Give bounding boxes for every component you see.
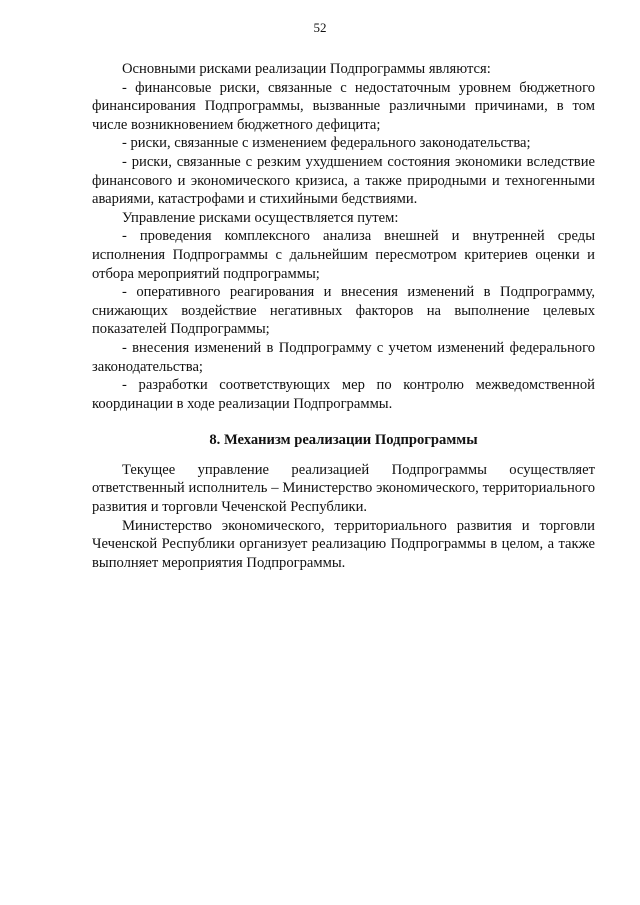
page-content [92, 60, 595, 572]
risk-item-financial: - финансовые риски, связанные с недостаточным уровнем бюджетного финансирования Подпрограммы, вызванные различными причинами, в том числе возникновением бюджетного дефицита; [92, 79, 595, 133]
risk-item-legislation: - риски, связанные с изменением федерального законодательства; [122, 135, 531, 152]
section-paragraph-ministry-organizes: Министерство экономического, территориального развития и торговли Чеченской Республики организует реализацию Подпрограммы в целом, а также выполняет мероприятия Подпрограммы. [92, 517, 595, 571]
management-intro: Управление рисками осуществляется путем: [122, 209, 399, 226]
section-heading: 8. Механизм реализации Подпрограммы [209, 432, 478, 449]
management-item-legislation-changes: - внесения изменений в Подпрограмму с учетом изменений федерального законодательства; [92, 339, 595, 375]
page-number: 52 [313, 20, 327, 35]
risks-intro: Основными рисками реализации Подпрограммы являются: [122, 61, 491, 77]
section-paragraph-current-management: Текущее управление реализацией Подпрограммы осуществляет ответственный исполнитель – Министерство экономического, территориального развития и торговли Чеченской Республики. [92, 461, 595, 516]
management-item-operative-response: - оперативного реагирования и внесения изменений в Подпрограмму, снижающих воздействие негативных факторов на выполнение целевых показателей Подпрограммы; [92, 284, 595, 338]
risk-item-economic-crisis: - риски, связанные с резким ухудшением состояния экономики вследствие финансового и экономического кризиса, а также природными и техногенными авариями, катастрофами и стихийными бедствиями. [92, 153, 595, 208]
management-item-coordination: - разработки соответствующих мер по контролю межведомственной координации в ходе реализации Подпрограммы. [92, 377, 595, 412]
management-item-analysis: - проведения комплексного анализа внешней и внутренней среды исполнения Подпрограммы с дальнейшим пересмотром критериев оценки и отбора мероприятий подпрограммы; [92, 228, 595, 282]
